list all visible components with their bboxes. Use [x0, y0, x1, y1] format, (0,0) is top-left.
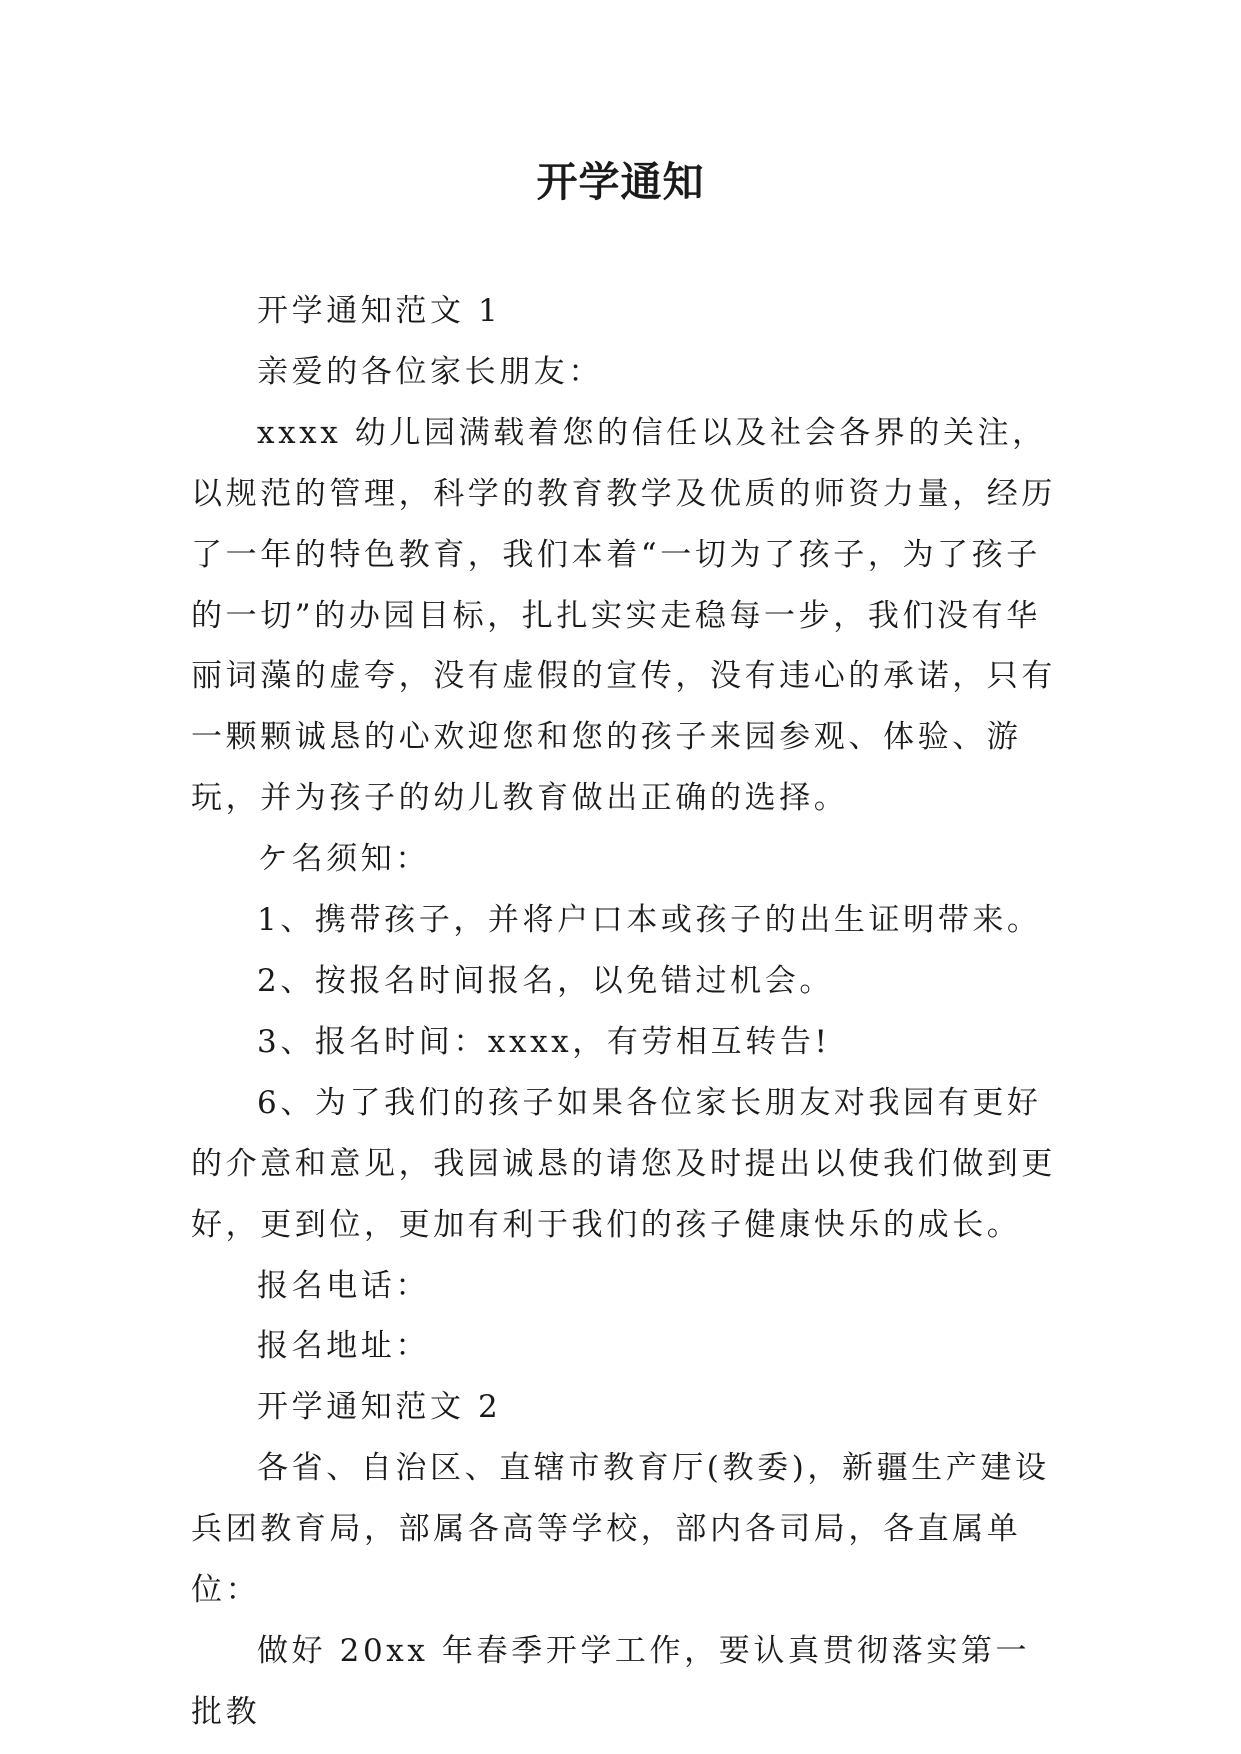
paragraph-item-1: 1、携带孩子，并将户口本或孩子的出生证明带来。: [257, 902, 1042, 939]
document-body: [191, 281, 1061, 1743]
paragraph-sample-2-heading: 开学通知范文 2: [257, 1389, 502, 1426]
paragraph-notice-heading: ケ名须知：: [257, 841, 430, 878]
paragraph-item-6: 6、为了我们的孩子如果各位家长朋友对我园有更好的介意和意见，我园诚恳的请您及时提出以使我们做到更好，更到位，更加有利于我们的孩子健康快乐的成长。: [191, 1084, 1056, 1243]
paragraph-intro: xxxx 幼儿园满载着您的信任以及社会各界的关注，以规范的管理，科学的教育教学及优质的师资力量，经历了一年的特色教育，我们本着“一切为了孩子，为了孩子的一切”的办园目标，扎扎实实走稳每一步，我们没有华丽词藻的虚夸，没有虚假的宣传，没有违心的承诺，只有一颗颗诚恳的心欢迎您和您的孩子来园参观、体验、游玩，并为孩子的幼儿教育做出正确的选择。: [191, 414, 1056, 817]
document-title: 开学通知: [536, 158, 705, 206]
paragraph-phone: 报名电话：: [257, 1267, 430, 1304]
paragraph-recipients: 各省、自治区、直辖市教育厅(教委)，新疆生产建设兵团教育局，部属各高等学校，部内各司局，各直属单位：: [191, 1450, 1050, 1609]
paragraph-item-2: 2、按报名时间报名，以免错过机会。: [257, 962, 834, 999]
paragraph-item-3: 3、报名时间：xxxx，有劳相互转告!: [257, 1023, 831, 1060]
paragraph-sample-1-heading: 开学通知范文 1: [257, 293, 502, 329]
paragraph-salutation: 亲爱的各位家长朋友：: [257, 353, 603, 390]
paragraph-spring-semester: 做好 20xx 年春季开学工作，要认真贯彻落实第一批教: [191, 1632, 1031, 1730]
paragraph-address: 报名地址：: [257, 1328, 430, 1365]
